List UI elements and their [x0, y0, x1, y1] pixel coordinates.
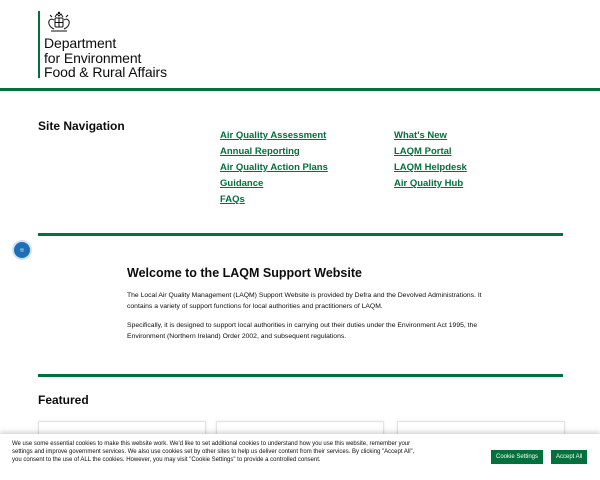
org-line-2: for Environment — [44, 49, 142, 66]
nav-link-air-quality-hub[interactable]: Air Quality Hub — [394, 178, 464, 189]
section-divider — [38, 374, 563, 377]
nav-link-air-quality-assessment[interactable]: Air Quality Assessment — [220, 130, 327, 141]
royal-crest-icon — [45, 11, 73, 33]
featured-heading: Featured — [38, 393, 89, 407]
nav-link-faqs[interactable]: FAQs — [220, 194, 245, 205]
site-nav-column-1 — [220, 125, 328, 205]
accessibility-button[interactable] — [12, 240, 32, 260]
nav-link-laqm-helpdesk[interactable]: LAQM Helpdesk — [394, 162, 467, 173]
welcome-paragraph-2: Specifically, it is designed to support local authorities in carrying out their duties under the Environment Act 1995, the Environment (Northern Ireland) Order 2002, and subsequent regulations. — [127, 322, 478, 340]
nav-link-whats-new[interactable]: What's New — [394, 130, 447, 141]
cookie-settings-button[interactable]: Cookie Settings — [491, 450, 543, 464]
site-header — [0, 0, 600, 89]
org-line-3: Food & Rural Affairs — [44, 64, 168, 80]
welcome-paragraph-1: The Local Air Quality Management (LAQM) Support Website is provided by Defra and the Devolved Administrations. It contains a variety of support functions for local authorities and practitioners of LAQM. — [127, 292, 482, 310]
nav-link-guidance[interactable]: Guidance — [220, 178, 264, 189]
welcome-heading: Welcome to the LAQM Support Website — [127, 266, 362, 280]
logo-bar — [38, 11, 40, 78]
org-name — [44, 36, 167, 80]
site-navigation-title: Site Navigation — [38, 119, 125, 133]
cookie-banner — [0, 434, 600, 480]
accept-all-button[interactable]: Accept All — [551, 450, 587, 464]
accessibility-icon — [20, 244, 24, 256]
org-line-1: Department — [44, 35, 117, 51]
header-divider — [0, 88, 600, 91]
section-divider — [38, 233, 563, 236]
nav-link-air-quality-action-plans[interactable]: Air Quality Action Plans — [220, 162, 328, 173]
nav-link-annual-reporting[interactable]: Annual Reporting — [220, 146, 300, 157]
site-nav-column-2 — [394, 125, 467, 189]
cookie-notice-text: We use some essential cookies to make this website work. We'd like to set additional cookies to understand how you use this website, remember your settings and improve government services. We also use cookies set by other sites to help us deliver content from their services. By clicking "Accept All", you consent to the use of ALL the cookies. However, you may visit "Cookie Settings" to provide a controlled consent. — [12, 441, 415, 463]
nav-link-laqm-portal[interactable]: LAQM Portal — [394, 146, 452, 157]
